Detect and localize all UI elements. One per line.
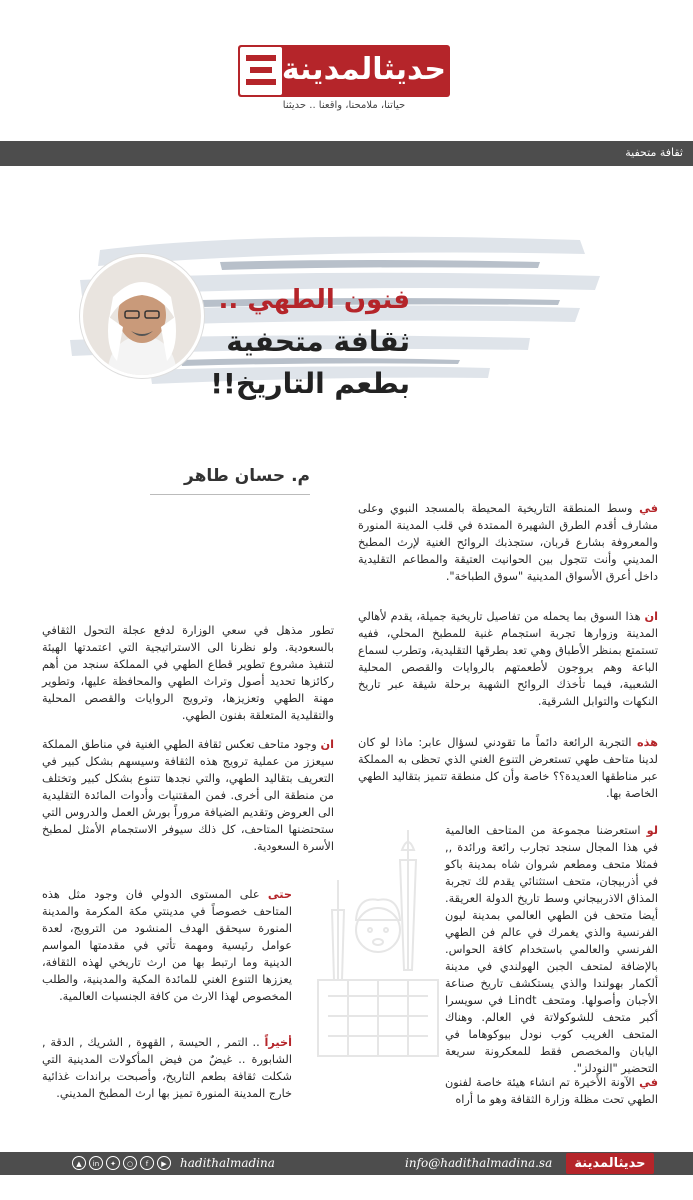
left-column-paragraph-3	[42, 886, 292, 1005]
right-column-paragraph-5	[445, 1074, 658, 1108]
left-column-paragraph-2	[42, 736, 334, 855]
footer-social-handle[interactable]: hadithalmadina	[180, 1156, 275, 1170]
linkedin-icon[interactable]: in	[89, 1156, 103, 1170]
snapchat-icon[interactable]: ▲	[72, 1156, 86, 1170]
right-column-paragraph-4	[445, 822, 658, 1077]
article-title-line-2: ثقافة متحفية	[226, 325, 410, 358]
section-bar	[0, 141, 693, 166]
paragraph-text: تطور مذهل في سعي الوزارة لدفع عجلة التحول الثقافي بالسعودية. ولو نظرنا الى الاستراتيجية التي اعتمدتها الهيئة لتنفيذ مشروع تطوير قطاع الطهي في المملكة سنجد من أهم ركائزها تحديد أصول وتراث الطهي والمحافظة عليها، وتطوير مهنة الطهي وتعزيزها، وترويج الروايات والقصص المحلية والتقليدية المتعلقة بفنون الطهي.	[42, 624, 334, 722]
paragraph-lead: لو	[646, 824, 658, 837]
left-column-paragraph-4	[42, 1034, 292, 1102]
footer-social-icons	[72, 1156, 171, 1172]
paragraph-lead: هذه	[636, 736, 658, 749]
paragraph-text: وجود متاحف تعكس ثقافة الطهي الغنية في مناطق المملكة سيعزز من عملية ترويج هذه الثقافة وسيسهم بشكل كبير في التعريف بتقاليد الطهي، والتي نجدها تتنوع بشكل كبير وتختلف من منطقة الى أخرى. فمن المقتنيات وأدوات المائدة التقليدية الى العروض وتقديم الضيافة مروراً بورش العمل والدروس التي ستحتضنها المتاحف، كل ذلك سيوفر الاستجمام الأمثل لمطبخ الأسرة السعودية.	[42, 738, 334, 853]
paragraph-text: وسط المنطقة التاريخية المحيطة بالمسجد النبوي وعلى مشارف أقدم الطرق الشهيرة الممتدة في قلب المدينة المنورة والمعروفة بشارع قربان، ستجذبك الروائح الغنية لإرث المطبخ المديني وأنت تتجول بين الحوانيت العتيقة والمطاعم التقليدية داخل أعرق الأسواق المدينية "سوق الطباخة".	[358, 502, 658, 583]
paragraph-lead: حتى	[267, 888, 292, 901]
right-column-paragraph-3	[358, 734, 658, 802]
paragraph-text: الآونة الأخيرة تم انشاء هيئة خاصة لفنون الطهي تحت مظلة وزارة الثقافة وهو ما أراه	[445, 1076, 658, 1106]
paragraph-lead: ان	[320, 738, 334, 751]
paragraph-text: التجربة الرائعة دائماً ما تقودني لسؤال عابر: ماذا لو كان لدينا متاحف طهي تستعرض التنوع الغني الذي تحظى به المملكة عبر مناطقها العديدة؟؟ خاصة وأن كل منطقة تتميز بتقاليد الطهي الخاصة بها.	[358, 736, 658, 800]
paragraph-lead: في	[639, 1076, 658, 1089]
instagram-icon[interactable]: ○	[123, 1156, 137, 1170]
chef-minaret-illustration	[298, 820, 458, 1060]
footer-email[interactable]: info@hadithalmadina.sa	[405, 1156, 553, 1170]
facebook-icon[interactable]: f	[140, 1156, 154, 1170]
paragraph-text: .. التمر , الحيسة , القهوة , الشريك , الدقة , الشابورة .. غيضٌ من فيض المأكولات المدينية التي شكلت ثقافة بطعم التاريخ، وأصبحت براندات غذائية خارج المدينة المنورة تميز بها ارث المطبخ المديني.	[42, 1036, 292, 1100]
paragraph-lead: ان	[644, 610, 658, 623]
article-title-line-1: فنون الطهي ..	[218, 285, 410, 315]
left-column-paragraph-1	[42, 622, 334, 724]
logo-emblem-icon	[240, 47, 282, 95]
right-column-paragraph-2	[358, 608, 658, 710]
paragraph-lead: أخيراً	[264, 1036, 292, 1049]
youtube-icon[interactable]: ▶	[157, 1156, 171, 1170]
footer-logo: حديثالمدينة	[566, 1153, 654, 1174]
paragraph-text: على المستوى الدولي فان وجود مثل هذه المتاحف خصوصاً في مدينتي مكة المكرمة والمدينة المنورة سيحقق الهدف المنشود من الترويج، لعدة عوامل رئيسية ومهمة تأتي في مقدمتها المواسم الدينية وما ارتبط بها من ارث تاريخي لهذه الثقافة، يعززها التنوع الغني للمائدة المكية والمدينية، والطلب المخصوص لهذا الارث من كافة الجنسيات العالمية.	[42, 888, 292, 1003]
author-underline	[150, 494, 310, 495]
section-label: ثقافة متحفية	[625, 146, 683, 159]
masthead-logo-text: حديثالمدينة	[281, 52, 446, 87]
author-name: م. حسان طاهر	[184, 466, 310, 486]
twitter-icon[interactable]: ✦	[106, 1156, 120, 1170]
paragraph-text: استعرضنا مجموعة من المتاحف العالمية في هذا المجال سنجد تجارب رائعة ورائدة ,, فمثلا متحف ومطعم شروان شاه بمدينة باكو في أذربيجان، متحف استثنائي يقدم لك تجربة المذاق الاذربيجاني وسط تاريخ الدولة العريقة. أيضا متحف فن الطهي العالمي بمدينة ليون الفرنسية والذي يغمرك في عالم فن الطهي الفرنسي والعالمي باستخدام كافة الحواس. بالإضافة لمتحف الجبن الهولندي في مدينة ألكمار بهولندا والذي يستكشف تاريخ صناعة الأجبان وأصولها. ومتحف Lindt في سويسرا أكبر متحف للشوكولاتة في العالم. وهناك المتحف الغريب كوب نودل بيوكوهاما في اليابان والمخصص فقط للمعكرونة سريعة التحضير "النودلز".	[445, 824, 658, 1075]
paragraph-text: هذا السوق بما يحمله من تفاصيل تاريخية جميلة، يقدم لأهالي المدينة وزوارها تجربة استجمام غنية للمطبخ المحلي، ففيه تستمتع بمنظر الأطباق وهي تعد بطرقها التقليدية، وتطرب لسماع الباعة وهم يروجون لأطعمتهم بالروايات والقصص المحلية الشعبية، فيما تأخذك الروائح الشهية برحلة شيقة عبر تاريخ النكهات والتوابل الشرقية.	[358, 610, 658, 708]
paragraph-lead: في	[639, 502, 658, 515]
article-title-line-3: بطعم التاريخ!!	[210, 367, 410, 400]
right-column-paragraph-1	[358, 500, 658, 585]
masthead-tagline: حياتنا، ملامحنا، واقعنا .. حديثنا	[282, 100, 406, 111]
